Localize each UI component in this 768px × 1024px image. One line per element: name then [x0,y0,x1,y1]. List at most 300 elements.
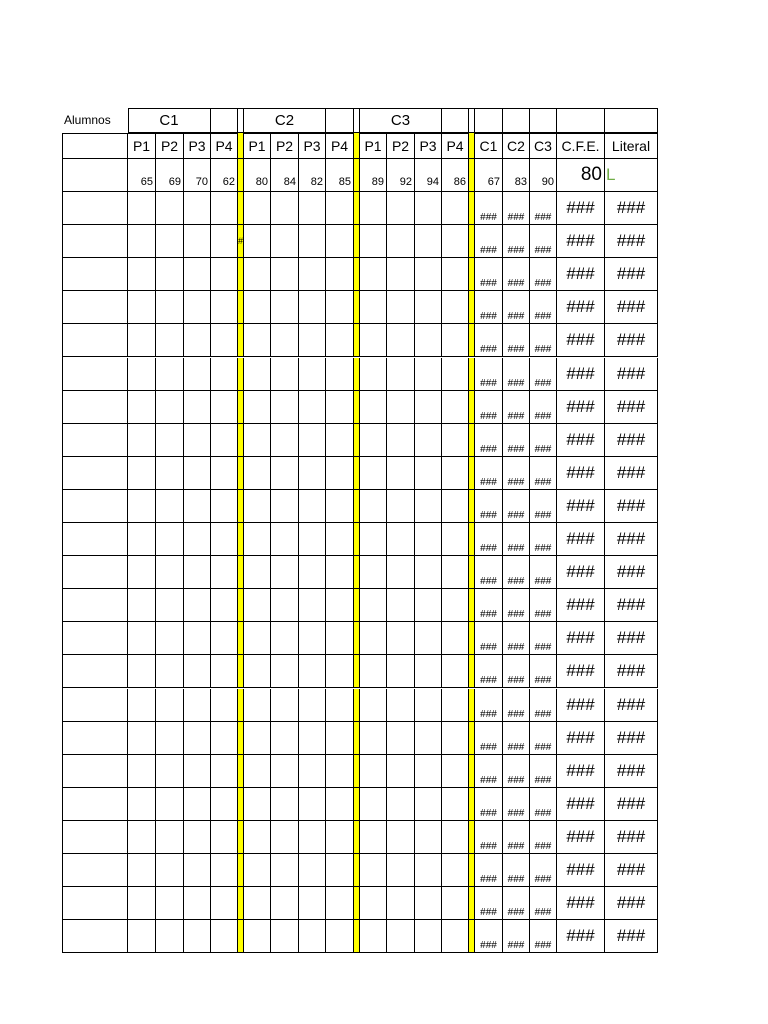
student-score-cell [211,920,238,953]
student-score-cell [326,457,354,490]
student-name-cell [62,424,128,457]
student-score-cell [387,490,415,523]
score-c2-p3: 82 [299,159,326,192]
overflow-cell-small: ### [503,788,530,821]
student-score-cell [387,523,415,556]
student-score-cell [271,821,299,854]
student-name-cell [62,391,128,424]
student-score-cell [360,854,387,887]
student-score-cell [299,225,326,258]
student-score-cell [244,854,271,887]
student-score-cell [184,192,211,225]
overflow-cell-small: ### [475,854,503,887]
summary-header-c3: C3 [530,133,557,159]
student-score-cell [156,258,184,291]
student-score-cell [299,424,326,457]
student-score-cell [156,291,184,324]
group-title-c2: C2 [244,108,326,133]
overflow-cell-small: ### [503,655,530,688]
student-score-cell [244,821,271,854]
student-score-cell [442,457,469,490]
summary-header-literal: Literal [605,133,658,159]
student-name-cell [62,258,128,291]
overflow-cell-small: ### [530,424,557,457]
student-score-cell [244,391,271,424]
student-score-cell [271,457,299,490]
student-score-cell [128,854,156,887]
student-score-cell [244,887,271,920]
overflow-cell-small: ### [503,755,530,788]
overflow-cell-small: ### [503,854,530,887]
student-score-cell [211,457,238,490]
student-score-cell [271,324,299,357]
student-score-cell [442,821,469,854]
student-score-cell [128,689,156,722]
student-score-cell [299,556,326,589]
part-header-c2-p3: P3 [299,133,326,159]
student-score-cell [326,821,354,854]
student-score-cell [156,854,184,887]
student-score-cell [128,722,156,755]
student-score-cell [128,523,156,556]
part-header-c2-p2: P2 [271,133,299,159]
student-score-cell [244,490,271,523]
overflow-cell-cfe: ### [557,821,605,854]
student-name-cell [62,457,128,490]
cfe-value: 80 [557,159,605,192]
student-score-cell [244,291,271,324]
literal-value: L [605,159,658,192]
student-score-cell [128,358,156,391]
student-score-cell [184,358,211,391]
student-score-cell [271,854,299,887]
overflow-cell-small: ### [503,391,530,424]
group-title-spacer [326,108,354,133]
student-score-cell [360,920,387,953]
overflow-cell-small: ### [530,225,557,258]
student-score-cell [299,391,326,424]
student-score-cell [326,722,354,755]
student-score-cell [128,324,156,357]
student-name-cell [62,523,128,556]
student-score-cell [442,556,469,589]
overflow-cell-small: ### [503,920,530,953]
overflow-cell-literal: ### [605,523,658,556]
student-score-cell [387,788,415,821]
overflow-cell-cfe: ### [557,457,605,490]
student-score-cell [415,887,442,920]
overflow-cell-small: ### [503,722,530,755]
student-score-cell [387,556,415,589]
overflow-cell-small: ### [475,755,503,788]
overflow-cell-small: ### [530,556,557,589]
score-c3-p4: 86 [442,159,469,192]
score-c1-p2: 69 [156,159,184,192]
overflow-cell-literal: ### [605,424,658,457]
overflow-cell-small: ### [530,589,557,622]
student-score-cell [128,225,156,258]
students-score-blank [62,159,128,192]
student-score-cell [326,655,354,688]
student-score-cell [184,225,211,258]
overflow-cell-small: ### [503,821,530,854]
student-score-cell [271,424,299,457]
overflow-cell-literal: ### [605,655,658,688]
student-score-cell [299,887,326,920]
overflow-cell-literal: ### [605,722,658,755]
overflow-cell-small: ### [530,523,557,556]
student-score-cell [244,424,271,457]
student-score-cell [442,291,469,324]
overflow-cell-literal: ### [605,225,658,258]
group-title-c1: C1 [128,108,211,133]
summary-average-c2: 83 [503,159,530,192]
student-score-cell [271,391,299,424]
overflow-cell-small: ### [475,523,503,556]
student-score-cell [387,722,415,755]
overflow-cell-small: ### [475,358,503,391]
summary-header-cfe: C.F.E. [557,133,605,159]
student-score-cell [211,258,238,291]
student-score-cell [244,722,271,755]
student-score-cell [128,755,156,788]
overflow-cell-small: ### [475,920,503,953]
student-score-cell [156,788,184,821]
overflow-cell-literal: ### [605,291,658,324]
student-score-cell [442,490,469,523]
overflow-cell-small: ### [503,589,530,622]
student-score-cell [211,291,238,324]
student-score-cell [387,755,415,788]
overflow-cell-small: ### [503,457,530,490]
student-score-cell [184,622,211,655]
score-c1-p1: 65 [128,159,156,192]
student-score-cell [128,788,156,821]
student-score-cell [415,854,442,887]
part-header-c1-p2: P2 [156,133,184,159]
student-score-cell [442,655,469,688]
score-c2-p4: 85 [326,159,354,192]
student-score-cell [128,589,156,622]
overflow-cell-small: ### [530,457,557,490]
overflow-cell-small: ### [503,225,530,258]
student-score-cell [211,192,238,225]
overflow-cell-small: ### [475,689,503,722]
overflow-cell-small: ### [530,788,557,821]
overflow-cell-literal: ### [605,622,658,655]
student-score-cell [184,920,211,953]
part-header-c2-p1: P1 [244,133,271,159]
student-score-cell [326,788,354,821]
overflow-cell-cfe: ### [557,258,605,291]
part-header-c2-p4: P4 [326,133,354,159]
overflow-cell-literal: ### [605,556,658,589]
student-name-cell [62,225,128,258]
overflow-cell-small: ### [530,722,557,755]
summary-title-blank [503,108,530,133]
overflow-cell-small: ### [503,689,530,722]
student-score-cell [156,324,184,357]
student-score-cell [299,920,326,953]
overflow-cell-literal: ### [605,689,658,722]
student-score-cell [271,523,299,556]
student-name-cell [62,589,128,622]
student-score-cell [184,755,211,788]
student-score-cell [271,920,299,953]
student-score-cell [415,622,442,655]
student-name-cell [62,192,128,225]
student-score-cell [299,689,326,722]
student-score-cell [184,887,211,920]
student-score-cell [387,291,415,324]
overflow-cell-small: ### [530,655,557,688]
student-score-cell [326,556,354,589]
student-score-cell [211,887,238,920]
student-score-cell [360,689,387,722]
overflow-cell-small: ### [530,258,557,291]
student-score-cell [326,589,354,622]
overflow-cell-literal: ### [605,192,658,225]
student-score-cell [156,655,184,688]
score-c3-p3: 94 [415,159,442,192]
student-score-cell [442,722,469,755]
student-score-cell [156,358,184,391]
student-score-cell [244,556,271,589]
student-score-cell [211,788,238,821]
student-name-cell [62,622,128,655]
student-score-cell [244,324,271,357]
student-score-cell [299,655,326,688]
part-header-c3-p4: P4 [442,133,469,159]
overflow-cell-literal: ### [605,788,658,821]
students-label: Alumnos [64,113,111,127]
student-score-cell [299,589,326,622]
student-score-cell [442,192,469,225]
overflow-cell-small: ### [475,622,503,655]
overflow-cell-small: ### [530,192,557,225]
student-score-cell [299,490,326,523]
student-score-cell [360,490,387,523]
student-score-cell [128,556,156,589]
student-score-cell [184,589,211,622]
student-score-cell [442,358,469,391]
student-score-cell [360,722,387,755]
summary-average-c3: 90 [530,159,557,192]
student-score-cell [360,358,387,391]
student-score-cell [360,225,387,258]
part-header-c3-p2: P2 [387,133,415,159]
student-score-cell [211,358,238,391]
overflow-cell-small: ### [530,358,557,391]
student-score-cell [156,490,184,523]
student-name-cell [62,490,128,523]
student-name-cell [62,722,128,755]
student-score-cell [442,391,469,424]
student-score-cell [387,424,415,457]
overflow-cell-literal: ### [605,490,658,523]
student-score-cell [184,556,211,589]
student-score-cell [415,391,442,424]
student-score-cell [128,192,156,225]
student-name-cell [62,689,128,722]
student-score-cell [299,523,326,556]
overflow-cell-cfe: ### [557,788,605,821]
score-c3-p1: 89 [360,159,387,192]
student-score-cell [184,490,211,523]
overflow-cell-cfe: ### [557,192,605,225]
student-score-cell [326,358,354,391]
student-score-cell [442,887,469,920]
student-score-cell [387,358,415,391]
student-name-cell [62,655,128,688]
overflow-cell-literal: ### [605,589,658,622]
student-score-cell [184,821,211,854]
student-score-cell [128,424,156,457]
student-score-cell [128,821,156,854]
student-score-cell [271,225,299,258]
student-score-cell [184,788,211,821]
student-score-cell [156,556,184,589]
student-score-cell [211,556,238,589]
student-score-cell [128,622,156,655]
student-score-cell [387,689,415,722]
part-header-c1-p4: P4 [211,133,238,159]
student-score-cell [360,655,387,688]
overflow-cell-literal: ### [605,920,658,953]
student-score-cell [211,722,238,755]
overflow-cell-cfe: ### [557,622,605,655]
part-header-c1-p3: P3 [184,133,211,159]
student-score-cell [415,291,442,324]
overflow-cell-cfe: ### [557,589,605,622]
student-score-cell [299,788,326,821]
overflow-cell-literal: ### [605,358,658,391]
student-score-cell [360,622,387,655]
overflow-cell-small: ### [503,887,530,920]
student-score-cell [415,258,442,291]
student-score-cell [415,523,442,556]
overflow-cell-small: ### [475,258,503,291]
student-score-cell [271,192,299,225]
student-score-cell [128,655,156,688]
student-score-cell [184,523,211,556]
student-score-cell [271,722,299,755]
student-score-cell [360,258,387,291]
student-score-cell [184,391,211,424]
student-score-cell [128,920,156,953]
student-score-cell [415,556,442,589]
student-score-cell [387,192,415,225]
student-name-cell [62,821,128,854]
student-score-cell [387,920,415,953]
student-score-cell [156,523,184,556]
student-score-cell [326,291,354,324]
student-score-cell [184,258,211,291]
student-score-cell [442,920,469,953]
student-score-cell [211,755,238,788]
student-score-cell [415,722,442,755]
student-score-cell [326,854,354,887]
student-score-cell [299,192,326,225]
student-score-cell [156,192,184,225]
overflow-cell-literal: ### [605,821,658,854]
student-score-cell [211,589,238,622]
student-score-cell [387,391,415,424]
student-score-cell [299,324,326,357]
student-score-cell [415,589,442,622]
student-score-cell [387,457,415,490]
student-score-cell [271,490,299,523]
overflow-cell-small: ### [530,622,557,655]
overflow-cell-small: ### [503,358,530,391]
student-score-cell [415,755,442,788]
student-score-cell [326,258,354,291]
student-score-cell [415,324,442,357]
overflow-cell-cfe: ### [557,655,605,688]
group-title-spacer [211,108,238,133]
student-score-cell [156,821,184,854]
overflow-cell-small: ### [475,391,503,424]
overflow-cell-small: ### [503,523,530,556]
overflow-cell-cfe: ### [557,424,605,457]
student-score-cell [415,821,442,854]
overflow-cell-literal: ### [605,258,658,291]
student-score-cell [211,324,238,357]
student-score-cell [244,920,271,953]
student-score-cell [128,457,156,490]
student-score-cell [184,324,211,357]
student-score-cell [156,689,184,722]
overflow-cell-small: ### [475,225,503,258]
overflow-cell-small: ### [475,490,503,523]
student-score-cell [271,291,299,324]
student-score-cell [271,556,299,589]
student-score-cell [128,887,156,920]
student-score-cell [326,689,354,722]
student-score-cell [360,589,387,622]
student-score-cell [156,722,184,755]
score-c1-p4: 62 [211,159,238,192]
score-c1-p3: 70 [184,159,211,192]
overflow-cell-cfe: ### [557,391,605,424]
part-header-c3-p1: P1 [360,133,387,159]
student-score-cell [360,523,387,556]
student-score-cell [415,192,442,225]
student-score-cell [211,225,238,258]
student-score-cell [184,655,211,688]
student-name-cell [62,291,128,324]
student-score-cell [184,457,211,490]
summary-title-blank [475,108,503,133]
overflow-cell-literal: ### [605,755,658,788]
student-score-cell [387,258,415,291]
overflow-cell-small: ### [475,457,503,490]
student-score-cell [442,324,469,357]
student-score-cell [442,689,469,722]
overflow-cell-small: ### [475,192,503,225]
overflow-cell-small: ### [503,192,530,225]
student-score-cell [442,523,469,556]
overflow-cell-small: ### [475,556,503,589]
student-score-cell [299,755,326,788]
overflow-cell-literal: ### [605,457,658,490]
student-score-cell [271,755,299,788]
overflow-cell-small: ### [475,821,503,854]
student-score-cell [415,358,442,391]
student-score-cell [299,358,326,391]
student-score-cell [387,225,415,258]
overflow-cell-small: ### [530,689,557,722]
